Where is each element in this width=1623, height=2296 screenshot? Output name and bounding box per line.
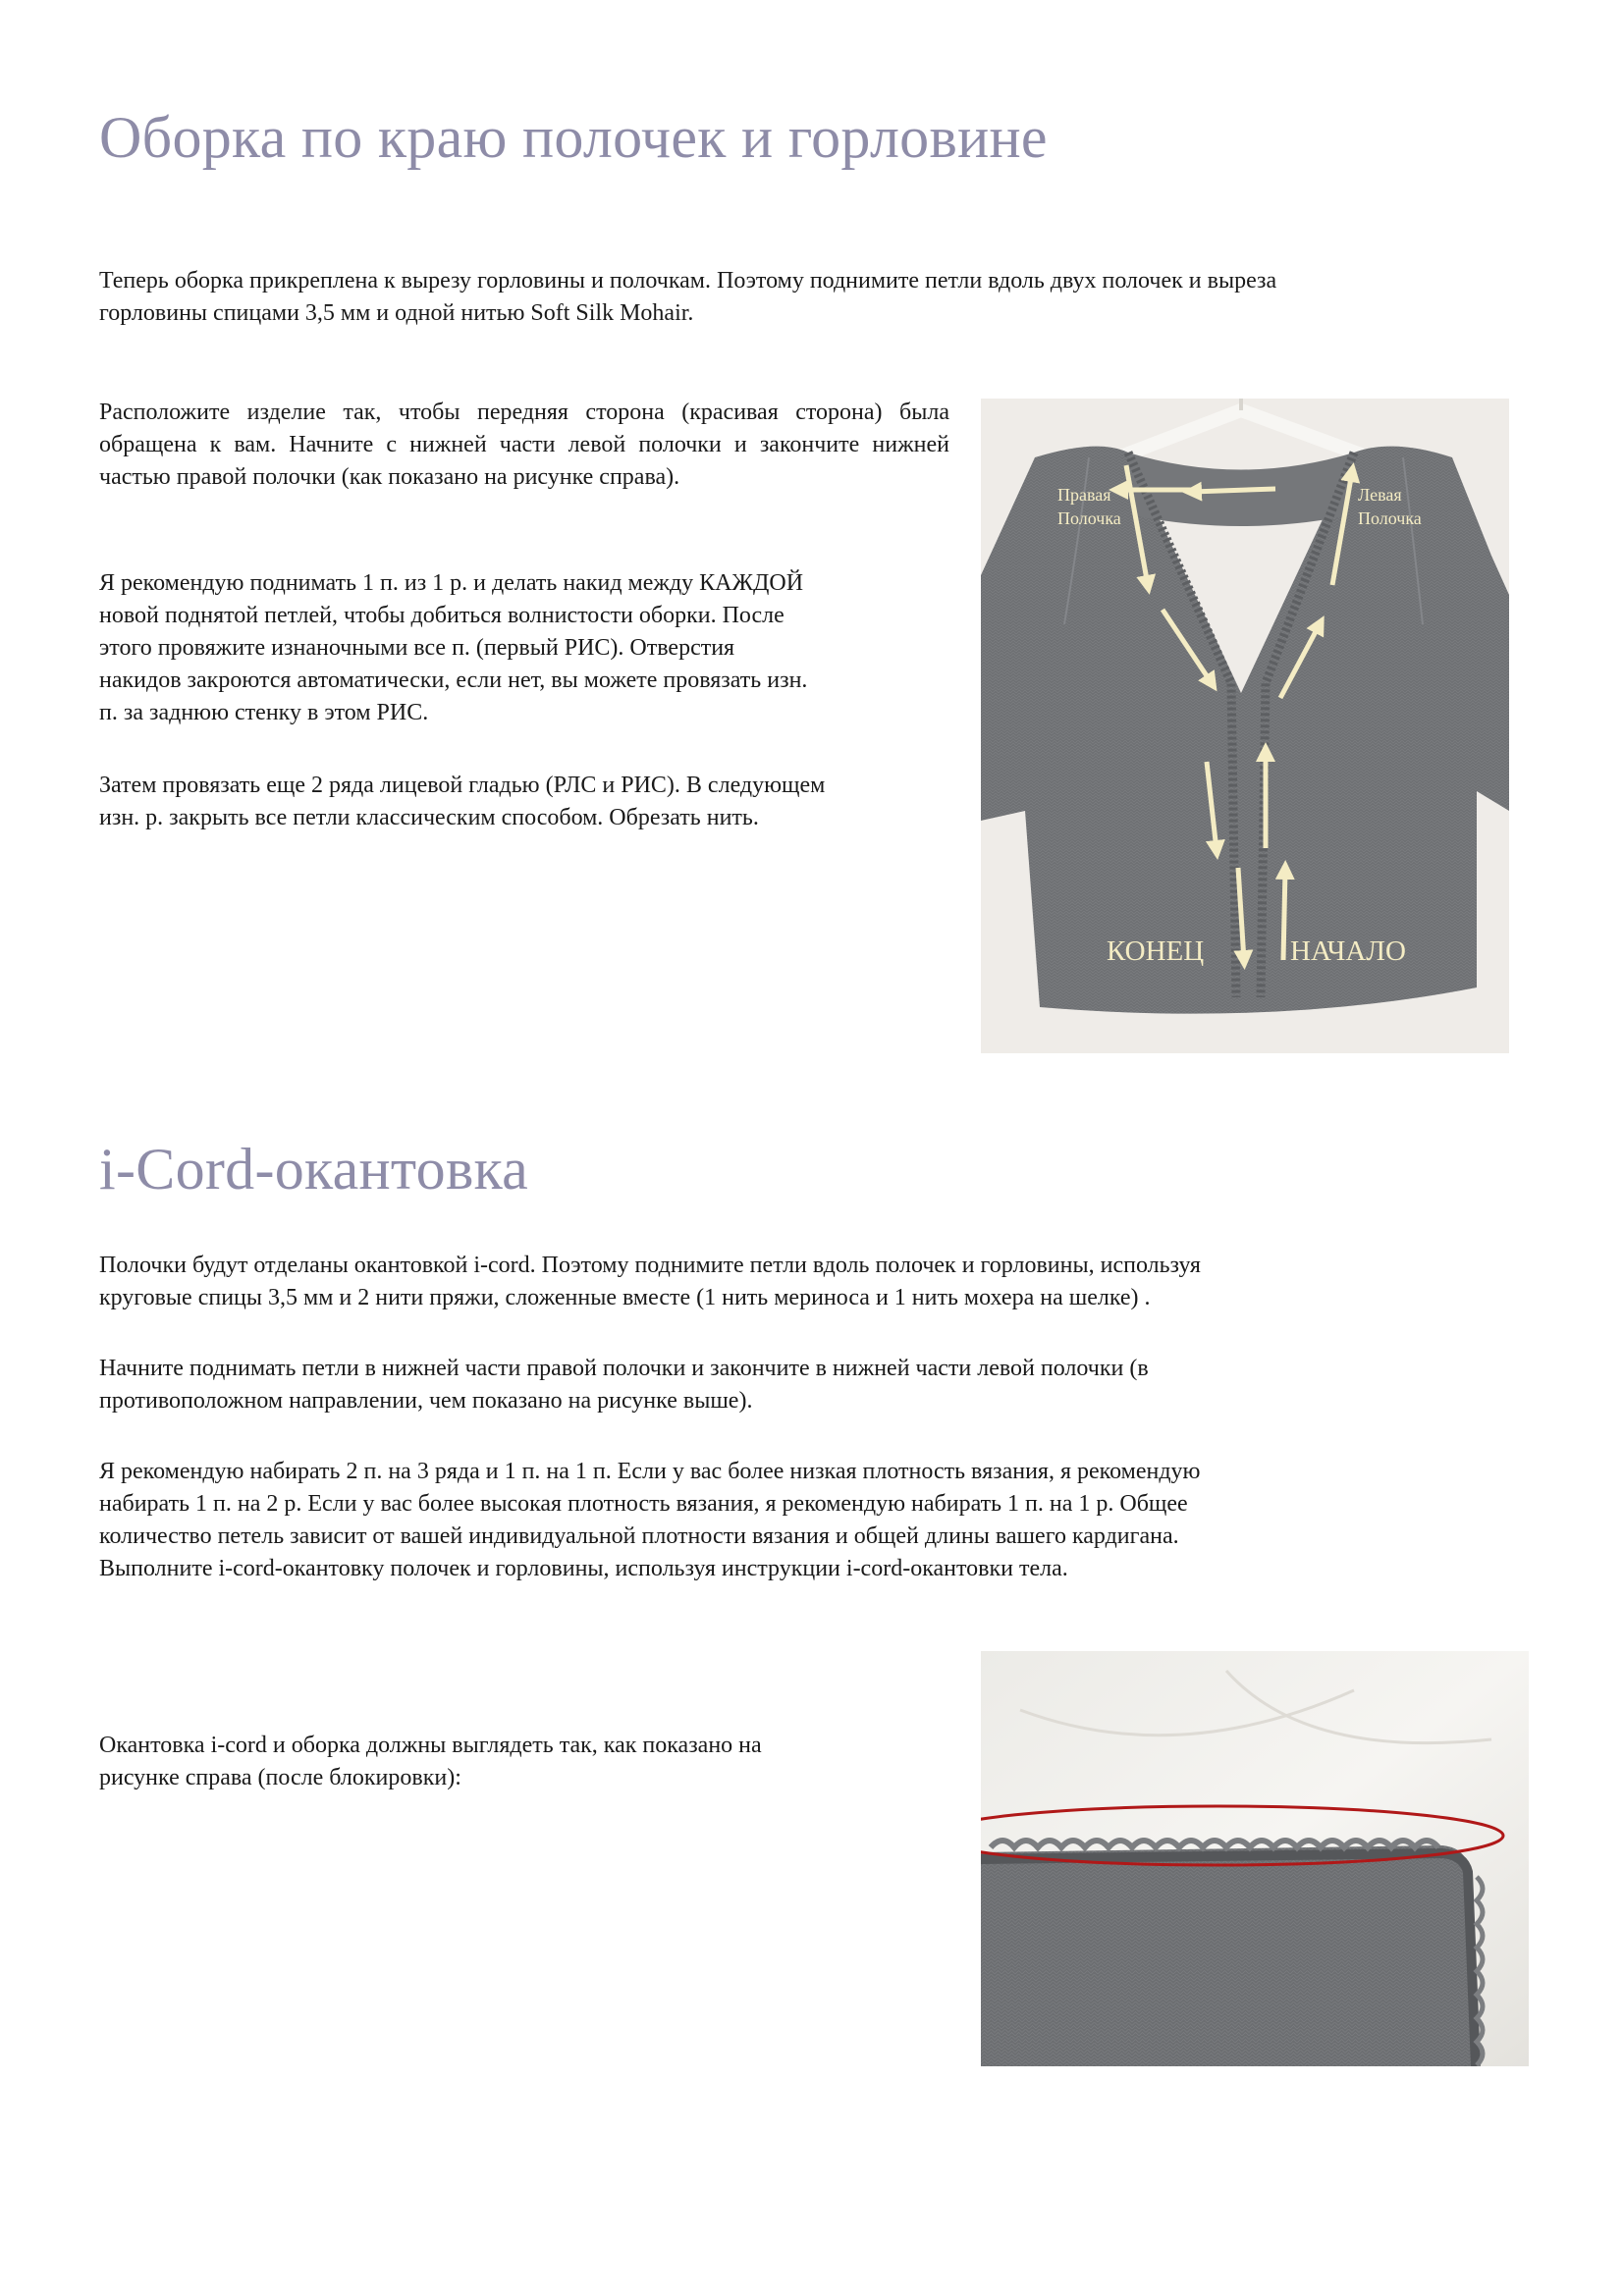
section2-paragraph3 (99, 1456, 1552, 1585)
paragraph-line: накидов закроются автоматически, если нет, вы можете провязать изн. (99, 667, 808, 693)
cardigan-illustration (981, 399, 1509, 1053)
section1-paragraph1: Расположите изделие так, чтобы передняя сторона (красивая сторона) была обращена к вам. Начните с нижней части левой полочки и закончите нижней частью правой полочки (как показано на рисунке справа). (99, 400, 949, 490)
section1-paragraph2 (99, 567, 963, 729)
section2-title: i-Cord-окантовка (99, 1137, 529, 1201)
icord-photo (981, 1651, 1529, 2066)
label-left-front-1: Левая (1358, 485, 1402, 505)
paragraph-line: круговые спицы 3,5 мм и 2 нити пряжи, сложенные вместе (1 нить мериноса и 1 нить мохера на шелке) . (99, 1285, 1151, 1310)
paragraph-line: Начните поднимать петли в нижней части правой полочки и закончите в нижней части левой полочки (в (99, 1356, 1149, 1381)
paragraph-line: Затем провязать еще 2 ряда лицевой гладью (РЛС и РИС). В следующем (99, 773, 826, 798)
paragraph-line: количество петель зависит от вашей индивидуальной плотности вязания и общей длины вашего кардигана. (99, 1523, 1179, 1549)
paragraph-line: противоположном направлении, чем показано на рисунке выше). (99, 1388, 753, 1414)
paragraph-line: новой поднятой петлей, чтобы добиться волнистости оборки. После (99, 603, 784, 628)
arrow-mark (1283, 870, 1285, 960)
section2-paragraph2 (99, 1353, 1552, 1417)
label-start: НАЧАЛО (1290, 935, 1406, 967)
paragraph-line: изн. р. закрыть все петли классическим способом. Обрезать нить. (99, 805, 759, 830)
icord-illustration (981, 1651, 1529, 2066)
paragraph-line: Я рекомендую поднимать 1 п. из 1 р. и делать накид между КАЖДОЙ (99, 570, 804, 596)
label-end: КОНЕЦ (1107, 935, 1205, 967)
section1-paragraph3 (99, 770, 963, 834)
section1-title: Оборка по краю полочек и горловине (99, 105, 1048, 170)
arrow-mark (1192, 489, 1275, 492)
paragraph-line: Полочки будут отделаны окантовкой i-cord. Поэтому поднимите петли вдоль полочек и горловины, используя (99, 1253, 1201, 1278)
section2-paragraph1 (99, 1250, 1552, 1314)
paragraph-line: Выполните i-cord-окантовку полочек и горловины, используя инструкции i-cord-окантовки тела. (99, 1556, 1068, 1581)
section1-intro-line1: Теперь оборка прикреплена к вырезу горловины и полочкам. Поэтому поднимите петли вдоль двух полочек и выреза (99, 268, 1277, 294)
paragraph-line: Окантовка i-cord и оборка должны выглядеть так, как показано на (99, 1733, 762, 1758)
label-right-front-2: Полочка (1057, 508, 1121, 528)
label-left-front-2: Полочка (1358, 508, 1422, 528)
paragraph-line: Я рекомендую набирать 2 п. на 3 ряда и 1 п. на 1 п. Если у вас более низкая плотность вязания, я рекомендую (99, 1459, 1201, 1484)
cardigan-photo (981, 399, 1509, 1053)
section1-intro-line2: горловины спицами 3,5 мм и одной нитью Soft Silk Mohair. (99, 300, 694, 326)
label-right-front-1: Правая (1057, 485, 1111, 505)
paragraph-line: набирать 1 п. на 2 р. Если у вас более высокая плотность вязания, я рекомендую набирать 1 п. на 1 р. Общее (99, 1491, 1188, 1517)
paragraph-line: п. за заднюю стенку в этом РИС. (99, 700, 429, 725)
paragraph-line: этого провяжите изнаночными все п. (первый РИС). Отверстия (99, 635, 735, 661)
paragraph-line: рисунке справа (после блокировки): (99, 1765, 461, 1790)
section2-paragraph4 (99, 1730, 963, 1794)
